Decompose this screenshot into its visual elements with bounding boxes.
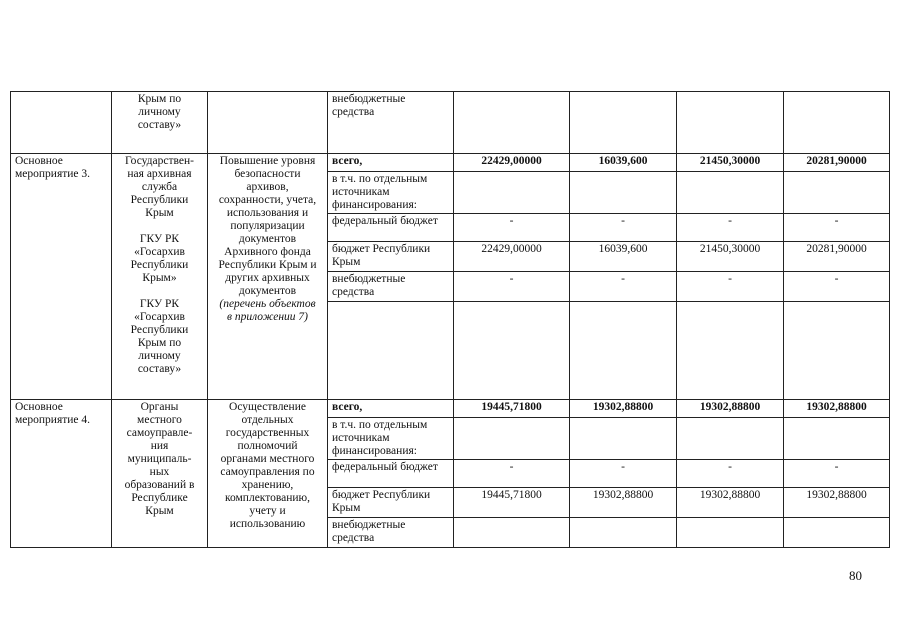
extra-value: - xyxy=(570,272,677,302)
executor-line: ная архивная xyxy=(127,168,192,180)
goal-line: самоуправления по xyxy=(220,466,315,478)
goal-note-line: (перечень объектов xyxy=(219,298,316,310)
value-cell xyxy=(570,92,677,154)
extra-value: - xyxy=(454,272,570,302)
federal-value: - xyxy=(570,214,677,242)
source-extra-label: внебюджетные средства xyxy=(328,272,454,302)
value-cell xyxy=(784,418,890,460)
executor-line: Республики xyxy=(130,324,189,336)
executor-line: Крым по xyxy=(137,93,182,105)
executor-line: личному xyxy=(138,350,181,362)
source-total-label: всего, xyxy=(328,400,454,418)
measure4-name: Основное мероприятие 4. xyxy=(11,400,112,548)
total-value: 19302,88800 xyxy=(570,400,677,418)
measure3-goal xyxy=(208,154,328,400)
executor-line: Республике xyxy=(131,492,188,504)
extra-value: - xyxy=(784,272,890,302)
goal-line: документов xyxy=(238,285,297,297)
goal-line: отдельных xyxy=(241,414,294,426)
source-federal-label: федеральный бюджет xyxy=(328,214,454,242)
value-cell xyxy=(677,92,784,154)
goal-line: архивов, xyxy=(246,181,289,193)
federal-value: - xyxy=(784,214,890,242)
executor-line: Республики xyxy=(130,194,189,206)
measure4-total-row xyxy=(11,400,890,418)
value-cell xyxy=(454,92,570,154)
executor-line: образований в xyxy=(124,479,195,491)
total-value: 22429,00000 xyxy=(454,154,570,172)
executor-line: составу» xyxy=(137,119,182,131)
goal-line: комплектованию, xyxy=(224,492,311,504)
value-cell xyxy=(784,302,890,400)
goal-line: использованию xyxy=(229,518,306,530)
total-value: 21450,30000 xyxy=(677,154,784,172)
source-federal-label: федеральный бюджет xyxy=(328,460,454,488)
federal-value: - xyxy=(454,214,570,242)
measure4-executors xyxy=(112,400,208,548)
executor-line: Крым xyxy=(145,505,174,517)
value-cell xyxy=(454,418,570,460)
total-value: 19445,71800 xyxy=(454,400,570,418)
value-cell xyxy=(570,418,677,460)
executor-line: ГКУ РК xyxy=(139,233,180,245)
federal-value: - xyxy=(570,460,677,488)
source-regional-label: бюджет Республики Крым xyxy=(328,242,454,272)
source-incl-label: в т.ч. по отдельным источникам финансирования: xyxy=(328,418,454,460)
regional-value: 16039,600 xyxy=(570,242,677,272)
continuation-measure-cell xyxy=(11,92,112,154)
executor-line: составу» xyxy=(137,363,182,375)
federal-value: - xyxy=(677,460,784,488)
executor-line: «Госархив xyxy=(134,311,185,323)
executor-line: самоуправле- xyxy=(126,427,193,439)
continuation-source-cell: внебюджетные средства xyxy=(328,92,454,154)
source-incl-label: в т.ч. по отдельным источникам финансирования: xyxy=(328,172,454,214)
regional-value: 20281,90000 xyxy=(784,242,890,272)
value-cell xyxy=(454,302,570,400)
regional-value: 19445,71800 xyxy=(454,488,570,518)
value-cell xyxy=(784,172,890,214)
extra-value xyxy=(454,518,570,548)
total-value: 19302,88800 xyxy=(784,400,890,418)
executor-line: ния xyxy=(150,440,169,452)
executor-line: личному xyxy=(138,106,181,118)
value-cell xyxy=(677,302,784,400)
value-cell xyxy=(570,172,677,214)
total-value: 20281,90000 xyxy=(784,154,890,172)
executor-line: «Госархив xyxy=(134,246,185,258)
goal-line: хранению, xyxy=(241,479,294,491)
source-regional-label: бюджет Республики Крым xyxy=(328,488,454,518)
goal-line: документов xyxy=(238,233,297,245)
measure3-name: Основное мероприятие 3. xyxy=(11,154,112,400)
goal-line: Осуществление xyxy=(229,401,306,413)
executor-line: ных xyxy=(149,466,170,478)
regional-value: 19302,88800 xyxy=(784,488,890,518)
value-cell xyxy=(677,172,784,214)
budget-table xyxy=(10,91,890,548)
goal-line: Архивного фонда xyxy=(224,246,311,258)
continuation-executor-cell xyxy=(112,92,208,154)
goal-line: органами местного xyxy=(220,453,315,465)
value-cell xyxy=(677,418,784,460)
federal-value: - xyxy=(784,460,890,488)
total-value: 16039,600 xyxy=(570,154,677,172)
goal-line: государственных xyxy=(225,427,310,439)
goal-line: Республики Крым и xyxy=(218,259,317,271)
measure3-total-row xyxy=(11,154,890,172)
goal-line: Повышение уровня xyxy=(219,155,316,167)
continuation-row xyxy=(11,92,890,154)
continuation-goal-cell xyxy=(208,92,328,154)
federal-value: - xyxy=(677,214,784,242)
executor-line: Крым xyxy=(145,207,174,219)
goal-line: полномочий xyxy=(237,440,298,452)
executor-line: Крым» xyxy=(142,272,177,284)
value-cell xyxy=(784,92,890,154)
extra-value xyxy=(784,518,890,548)
total-value: 19302,88800 xyxy=(677,400,784,418)
extra-value: - xyxy=(677,272,784,302)
executor-line: Республики xyxy=(130,259,189,271)
source-extra-label: внебюджетные средства xyxy=(328,518,454,548)
goal-line: популяризации xyxy=(230,220,305,232)
executor-line: служба xyxy=(141,181,178,193)
executor-line: местного xyxy=(137,414,182,426)
measure3-executors xyxy=(112,154,208,400)
executor-line: Органы xyxy=(140,401,179,413)
source-total-label: всего, xyxy=(328,154,454,172)
executor-line: ГКУ РК xyxy=(139,298,180,310)
value-cell xyxy=(570,302,677,400)
regional-value: 21450,30000 xyxy=(677,242,784,272)
goal-line: использования и xyxy=(226,207,309,219)
source-filler xyxy=(328,302,454,400)
executor-line: муниципаль- xyxy=(127,453,192,465)
goal-line: безопасности xyxy=(234,168,301,180)
extra-value xyxy=(570,518,677,548)
page-number: 80 xyxy=(849,568,862,583)
federal-value: - xyxy=(454,460,570,488)
goal-line: других архивных xyxy=(225,272,310,284)
executor-line: Государствен- xyxy=(125,155,194,167)
regional-value: 22429,00000 xyxy=(454,242,570,272)
goal-note-line: в приложении 7) xyxy=(226,311,309,323)
extra-value xyxy=(677,518,784,548)
measure4-goal xyxy=(208,400,328,548)
regional-value: 19302,88800 xyxy=(677,488,784,518)
regional-value: 19302,88800 xyxy=(570,488,677,518)
executor-line: Крым по xyxy=(137,337,182,349)
value-cell xyxy=(454,172,570,214)
goal-line: сохранности, учета, xyxy=(218,194,317,206)
goal-line: учету и xyxy=(249,505,286,517)
